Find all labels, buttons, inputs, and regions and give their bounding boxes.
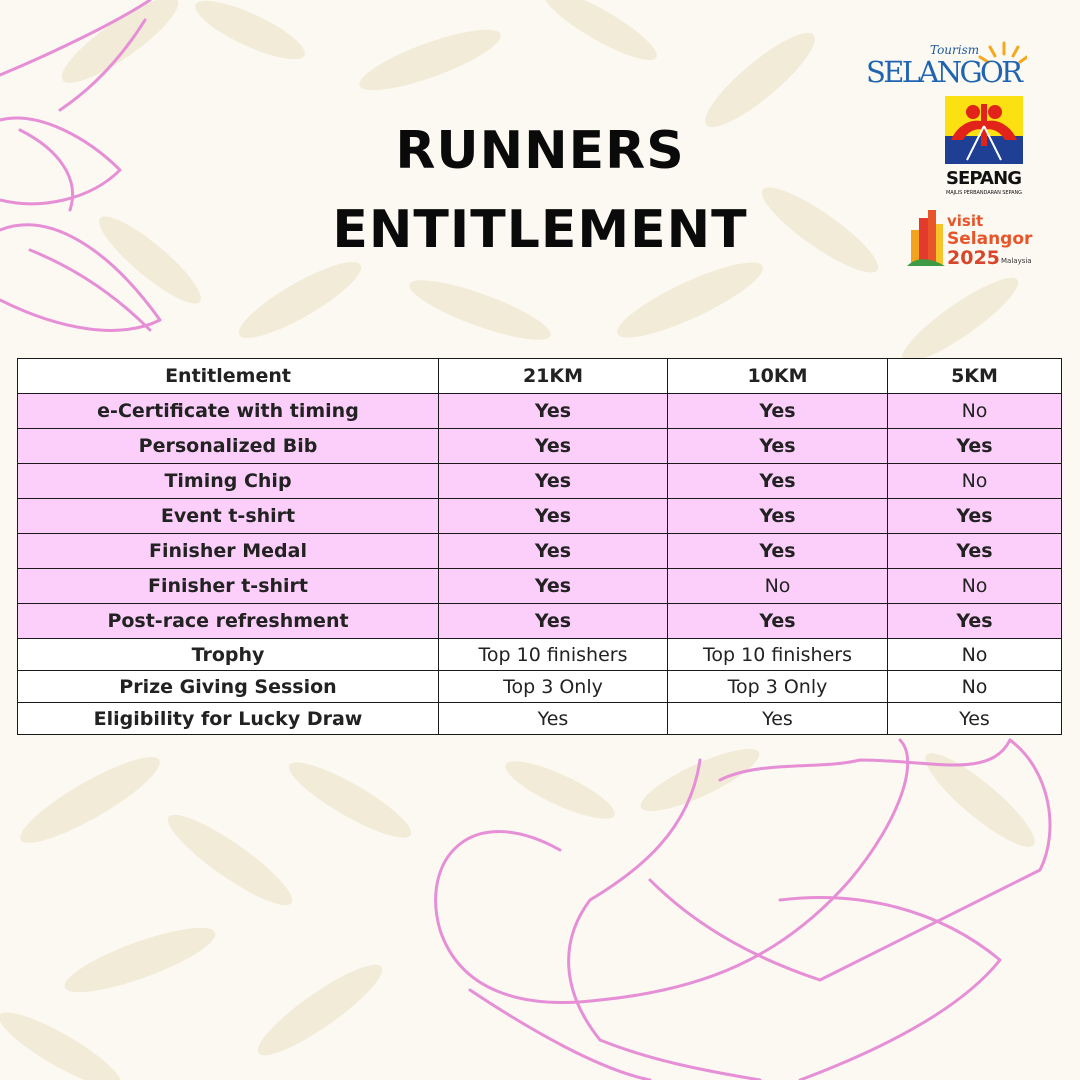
value-21km: Top 10 finishers (439, 639, 668, 671)
value-5km: Yes (888, 429, 1062, 464)
value-10km: Top 10 finishers (668, 639, 888, 671)
tourism-small-text: Tourism (930, 43, 980, 57)
title-line-2: ENTITLEMENT (332, 200, 748, 260)
value-5km: Yes (888, 604, 1062, 639)
sepang-name-text: SEPANG (946, 168, 1022, 189)
visit-selangor-2025-logo (905, 208, 1035, 272)
value-21km: Yes (439, 429, 668, 464)
entitlement-table (17, 358, 1062, 735)
value-21km: Yes (439, 569, 668, 604)
building-skyline-icon (907, 210, 945, 266)
feature-cell: Personalized Bib (18, 429, 439, 464)
table-row (18, 394, 1062, 429)
header-21km: 21KM (439, 359, 668, 394)
value-21km: Yes (439, 534, 668, 569)
table-row (18, 671, 1062, 703)
value-21km: Yes (439, 394, 668, 429)
value-5km: No (888, 464, 1062, 499)
value-21km: Yes (439, 703, 668, 735)
header-10km: 10KM (668, 359, 888, 394)
header-5km: 5KM (888, 359, 1062, 394)
value-5km: Yes (888, 703, 1062, 735)
table-row (18, 534, 1062, 569)
visit-line1-text: visit (947, 212, 984, 230)
visit-year-text: 2025 (947, 247, 1000, 269)
value-21km: Yes (439, 464, 668, 499)
table-row (18, 569, 1062, 604)
tourism-main-text: SELANGOR (866, 55, 1023, 88)
feature-cell: Finisher t-shirt (18, 569, 439, 604)
header-entitlement: Entitlement (18, 359, 439, 394)
table-row (18, 604, 1062, 639)
feature-cell: Finisher Medal (18, 534, 439, 569)
table-header-row (18, 359, 1062, 394)
sepang-sub-text: MAJLIS PERBANDARAN SEPANG (946, 190, 1022, 196)
value-10km: Yes (668, 429, 888, 464)
value-10km: Yes (668, 604, 888, 639)
value-10km: Top 3 Only (668, 671, 888, 703)
feature-cell: Post-race refreshment (18, 604, 439, 639)
value-5km: No (888, 639, 1062, 671)
tourism-selangor-logo (862, 40, 1027, 88)
feature-cell: Event t-shirt (18, 499, 439, 534)
title-line-1: RUNNERS (395, 121, 685, 181)
value-21km: Yes (439, 499, 668, 534)
feature-cell: Prize Giving Session (18, 671, 439, 703)
visit-line2-text: Selangor (947, 229, 1033, 249)
feature-cell: e-Certificate with timing (18, 394, 439, 429)
feature-cell: Eligibility for Lucky Draw (18, 703, 439, 735)
value-21km: Top 3 Only (439, 671, 668, 703)
table-row (18, 499, 1062, 534)
feature-cell: Trophy (18, 639, 439, 671)
value-10km: Yes (668, 703, 888, 735)
feature-cell: Timing Chip (18, 464, 439, 499)
value-5km: No (888, 394, 1062, 429)
value-5km: Yes (888, 534, 1062, 569)
table-row (18, 464, 1062, 499)
value-10km: Yes (668, 394, 888, 429)
value-5km: No (888, 569, 1062, 604)
value-5km: Yes (888, 499, 1062, 534)
table-row (18, 429, 1062, 464)
visit-country-text: Malaysia (1001, 257, 1032, 265)
value-10km: Yes (668, 534, 888, 569)
table-row (18, 703, 1062, 735)
value-10km: No (668, 569, 888, 604)
value-10km: Yes (668, 499, 888, 534)
sepang-logo (945, 96, 1023, 196)
table-row (18, 639, 1062, 671)
value-21km: Yes (439, 604, 668, 639)
page-title (240, 112, 840, 270)
value-10km: Yes (668, 464, 888, 499)
value-5km: No (888, 671, 1062, 703)
